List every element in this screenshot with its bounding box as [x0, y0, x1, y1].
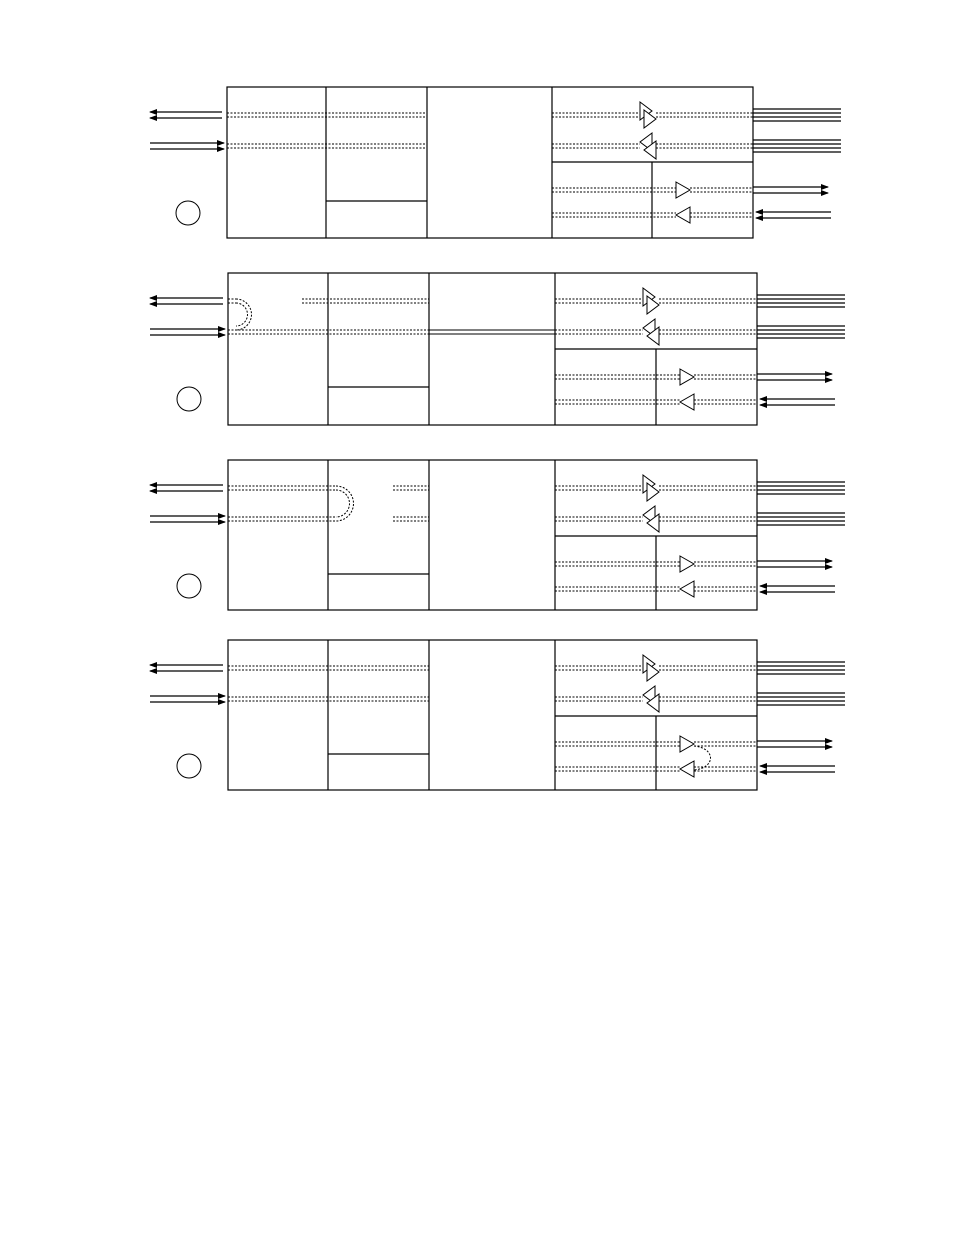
- position-marker-circle: [176, 201, 200, 225]
- sub-rx-amplifier: [680, 581, 694, 597]
- loopback-path: [336, 490, 350, 517]
- panel-1: [150, 87, 841, 238]
- position-marker-circle: [177, 574, 201, 598]
- sub-tx-amplifier: [680, 369, 694, 385]
- sub-rx-amplifier: [676, 207, 690, 223]
- loopback-path: [236, 303, 248, 326]
- sub-tx-amplifier: [680, 556, 694, 572]
- sub-tx-amplifier: [676, 182, 690, 198]
- panel-2: [150, 273, 845, 425]
- panel-3: [150, 460, 845, 610]
- sub-rx-amplifier: [680, 761, 694, 777]
- position-marker-circle: [177, 754, 201, 778]
- sub-tx-amplifier: [680, 736, 694, 752]
- sub-rx-amplifier: [680, 394, 694, 410]
- position-marker-circle: [177, 387, 201, 411]
- panel-4: [150, 640, 845, 790]
- loopback-path: [694, 746, 711, 770]
- loopback-path: [336, 486, 354, 521]
